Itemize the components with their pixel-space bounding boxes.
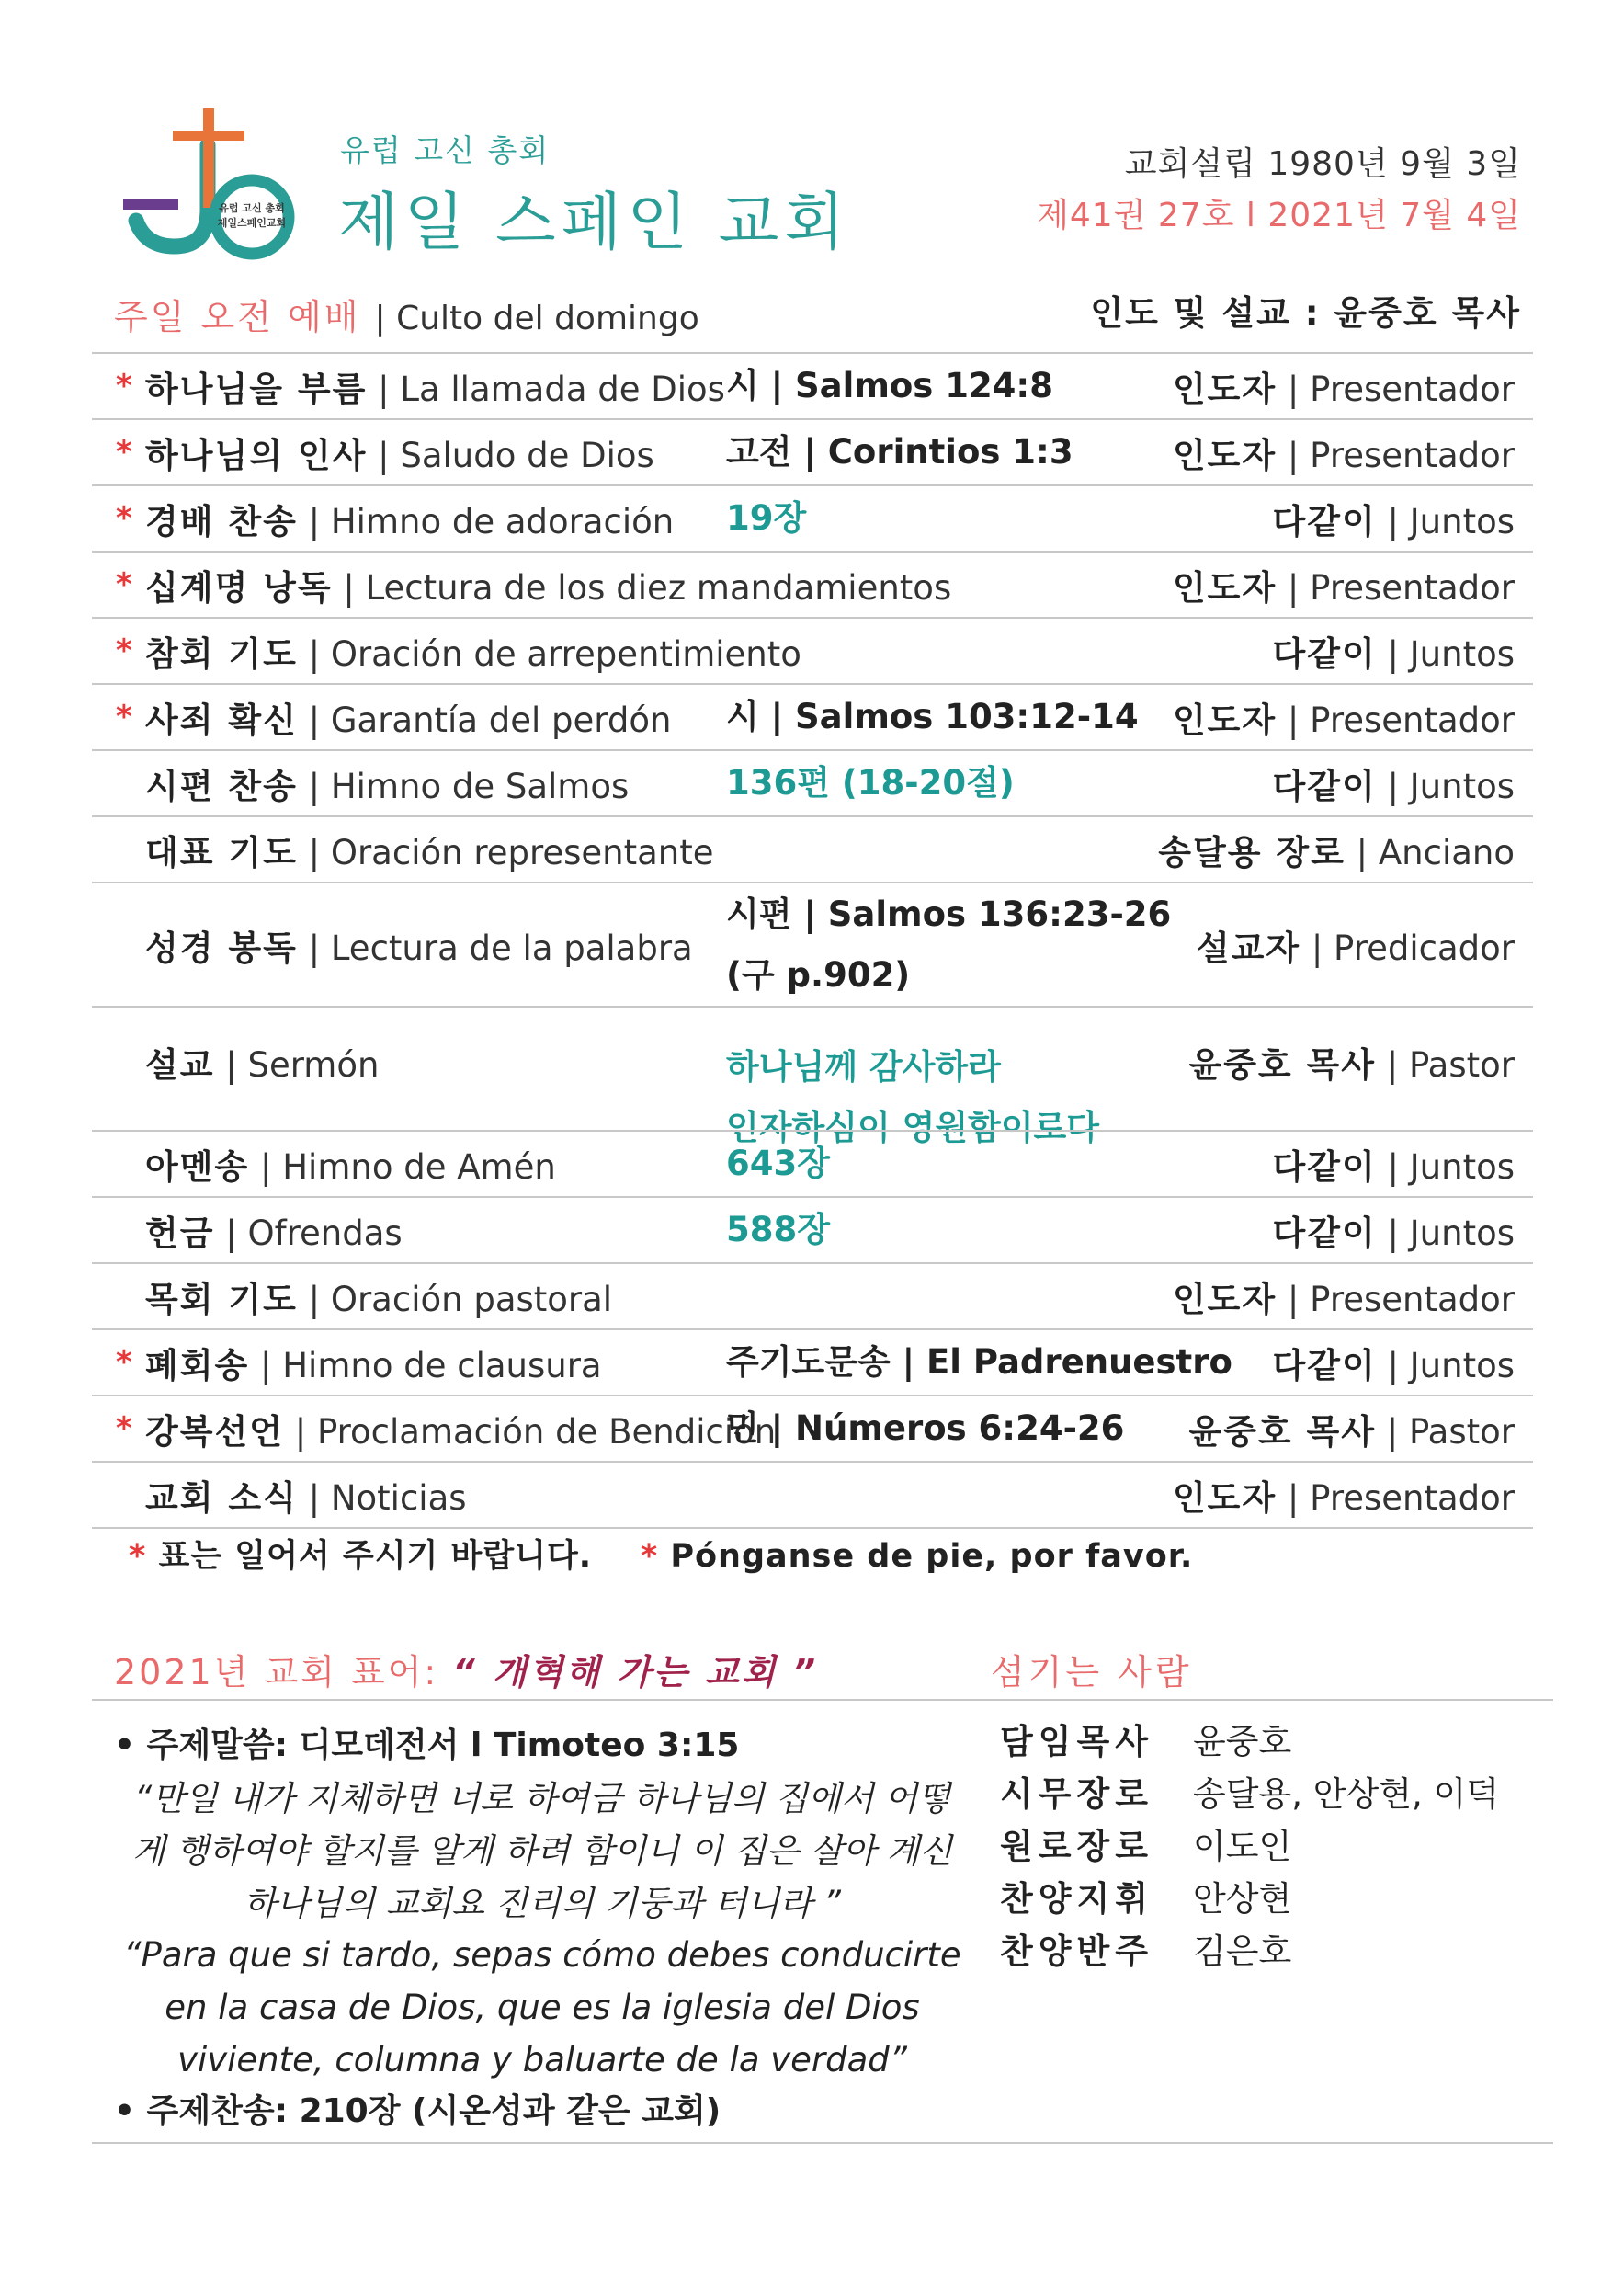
order-item-ko: 강복선언 [145, 1412, 284, 1452]
reference-line: 643장 [726, 1144, 830, 1183]
order-item [145, 361, 725, 411]
order-item-ko: 폐회송 [145, 1346, 250, 1385]
order-item [145, 1037, 379, 1087]
order-person [1273, 626, 1515, 676]
order-item-es: | Oración representante [297, 833, 714, 872]
order-person-es: | Predicador [1300, 928, 1515, 968]
servant-row [1000, 1712, 1499, 1764]
order-item [145, 692, 671, 742]
logo-text-2: 제일스페인교회 [217, 217, 287, 229]
order-person [1173, 1271, 1515, 1321]
reference-line: (구 p.902) [726, 954, 911, 995]
order-row [92, 551, 1533, 617]
order-person-es: | Pastor [1376, 1412, 1515, 1452]
order-reference [726, 422, 1073, 483]
order-person [1273, 1205, 1515, 1255]
order-item-ko: 대표 기도 [145, 833, 298, 872]
servant-name: 윤중호 [1193, 1721, 1292, 1761]
order-row [92, 882, 1533, 1006]
order-row [92, 352, 1533, 418]
order-reference [726, 488, 806, 549]
order-item-es: | Himno de adoración [297, 502, 675, 541]
order-item [145, 1470, 467, 1520]
order-row [92, 1130, 1533, 1196]
theme-verse-spanish: “Para que si tardo, sepas cómo debes conducirte en la casa de Dios, que es la iglesia del Dios viviente, columna y baluarte de la verdad” [123, 1935, 961, 2080]
stand-star-icon: * [116, 632, 132, 669]
order-item-ko: 아멘송 [145, 1147, 250, 1187]
order-person-ko: 인도자 [1172, 436, 1278, 475]
servant-role: 찬양반주 [1000, 1931, 1153, 1971]
order-item [145, 1205, 403, 1255]
order-item-es: | Lectura de los diez mandamientos [332, 568, 952, 608]
theme-verse-label: • 주제말씀: 디모데전서 l Timoteo 3:15 [114, 1726, 740, 1764]
order-person-es: | Presentador [1277, 701, 1515, 740]
order-person [1173, 560, 1515, 610]
order-row [92, 1461, 1533, 1529]
servant-role: 담임목사 [1000, 1721, 1153, 1761]
order-reference [726, 884, 1171, 1006]
order-item [145, 920, 693, 970]
order-person-ko: 송달용 장로 [1158, 833, 1346, 872]
order-person-es: | Juntos [1376, 502, 1515, 541]
order-person-es: | Juntos [1376, 634, 1515, 674]
order-item-ko: 사죄 확신 [145, 701, 298, 740]
standing-note-ko: 표는 일어서 주시기 바랍니다. [158, 1538, 593, 1575]
servants-heading: 섬기는 사람 [991, 1652, 1193, 1692]
order-reference [726, 1332, 1232, 1393]
servant-row [1000, 1869, 1499, 1921]
order-person-ko: 설교자 [1196, 928, 1301, 968]
order-person-es: | Presentador [1277, 1280, 1515, 1319]
order-reference [726, 687, 1139, 747]
order-row [92, 815, 1533, 882]
order-item-ko: 목회 기도 [145, 1280, 298, 1319]
order-row [92, 1395, 1533, 1461]
order-person [1158, 825, 1515, 874]
servant-row [1000, 1921, 1499, 1974]
order-item-ko: 교회 소식 [145, 1478, 298, 1518]
order-item-es: | Oración pastoral [297, 1280, 613, 1319]
organization-name: 유럽 고신 총회 [340, 132, 551, 168]
order-item-ko: 하나님의 인사 [145, 436, 368, 475]
order-item [145, 1404, 776, 1453]
standing-note [129, 1531, 1193, 1577]
order-row [92, 484, 1533, 551]
logo-text-1: 유럽 고신 총회 [219, 202, 285, 214]
order-row [92, 683, 1533, 749]
order-reference [726, 1398, 1124, 1459]
order-row [92, 1262, 1533, 1328]
order-person [1188, 1037, 1515, 1087]
order-item [145, 758, 629, 808]
order-reference [726, 1200, 830, 1260]
order-person-es: | Juntos [1376, 1346, 1515, 1385]
service-title [114, 289, 699, 339]
section-divider [92, 2142, 1553, 2144]
order-item [145, 560, 951, 610]
motto-heading-label: 2021년 교회 표어: [114, 1652, 453, 1692]
order-of-worship [92, 352, 1533, 1529]
order-person-ko: 인도자 [1172, 370, 1278, 409]
order-person-ko: 인도자 [1172, 1280, 1278, 1319]
order-item-es: | Proclamación de Bendición [283, 1412, 777, 1452]
service-leader: 인도 및 설교 : 윤중호 목사 [1090, 293, 1521, 333]
order-person-es: | Presentador [1277, 1478, 1515, 1518]
star-marker: * [129, 1538, 147, 1575]
motto-heading [114, 1644, 818, 1694]
order-person-ko: 윤중호 목사 [1188, 1045, 1377, 1085]
order-item-ko: 성경 봉독 [145, 928, 298, 968]
order-person-ko: 윤중호 목사 [1188, 1412, 1377, 1452]
church-logo [118, 108, 306, 260]
order-reference [726, 1134, 830, 1194]
order-item-es: | Sermón [214, 1045, 380, 1085]
star-marker: * [640, 1538, 659, 1575]
order-person-ko: 다같이 [1272, 767, 1377, 806]
order-person [1273, 758, 1515, 808]
order-person [1273, 494, 1515, 543]
order-row [92, 1006, 1533, 1147]
reference-line: 시 | Salmos 124:8 [726, 366, 1053, 405]
issue-info: 제41권 27호 l 2021년 7월 4일 [1037, 197, 1521, 234]
order-person-ko: 인도자 [1172, 1478, 1278, 1518]
reference-line: 136편 (18-20절) [726, 763, 1015, 803]
order-item-ko: 십계명 낭독 [145, 568, 333, 608]
standing-note-es: Pónganse de pie, por favor. [670, 1538, 1194, 1575]
service-title-ko: 주일 오전 예배 [114, 297, 361, 337]
servant-name: 김은호 [1193, 1931, 1292, 1971]
order-item-es: | Himno de Amén [249, 1147, 556, 1187]
order-item-es: | Garantía del perdón [297, 701, 672, 740]
stand-star-icon: * [116, 1410, 132, 1447]
order-person-es: | Pastor [1376, 1045, 1515, 1085]
reference-line: 19장 [726, 498, 807, 538]
servants-list [1000, 1712, 1499, 1974]
order-item-es: | Himno de Salmos [297, 767, 630, 806]
order-item [145, 494, 674, 543]
order-row [92, 749, 1533, 815]
section-divider [92, 1699, 1553, 1701]
reference-line: 민 | Números 6:24-26 [726, 1408, 1125, 1448]
reference-line: 588장 [726, 1210, 830, 1249]
order-person-es: | Presentador [1277, 568, 1515, 608]
servant-name: 송달용, 안상현, 이덕 [1193, 1773, 1499, 1814]
reference-line: 주기도문송 | El Padrenuestro [726, 1342, 1232, 1382]
order-person-es: | Juntos [1376, 1147, 1515, 1187]
order-item [145, 1139, 556, 1189]
order-item-es: | Ofrendas [214, 1214, 403, 1253]
order-person [1188, 1404, 1515, 1453]
order-item [145, 1338, 602, 1387]
order-person-es: | Anciano [1345, 833, 1515, 872]
service-title-es: | Culto del domingo [374, 300, 699, 337]
servant-name: 안상현 [1193, 1878, 1292, 1919]
order-item-ko: 헌금 [145, 1214, 215, 1253]
order-person-ko: 다같이 [1272, 502, 1377, 541]
order-item [145, 427, 654, 477]
reference-line: 시 | Salmos 103:12-14 [726, 697, 1139, 736]
order-item-ko: 하나님을 부름 [145, 370, 368, 409]
church-name: 제일 스페인 교회 [338, 187, 851, 259]
order-item-es: | Saludo de Dios [367, 436, 654, 475]
order-item [145, 1271, 612, 1321]
order-item-ko: 경배 찬송 [145, 502, 298, 541]
stand-star-icon: * [116, 1344, 132, 1381]
order-item-es: | Noticias [297, 1478, 467, 1518]
order-item-es: | Lectura de la palabra [297, 928, 693, 968]
servant-name: 이도인 [1193, 1826, 1292, 1866]
stand-star-icon: * [116, 434, 132, 471]
servant-row [1000, 1817, 1499, 1869]
order-row [92, 1196, 1533, 1262]
order-person-es: | Presentador [1277, 370, 1515, 409]
reference-line: 시편 | Salmos 136:23-26 [726, 894, 1172, 934]
reference-line: 고전 | Corintios 1:3 [726, 432, 1073, 472]
servant-role: 찬양지휘 [1000, 1878, 1153, 1919]
order-row [92, 418, 1533, 484]
servant-role: 시무장로 [1000, 1773, 1153, 1814]
order-row [92, 1328, 1533, 1395]
order-person-ko: 다같이 [1272, 1346, 1377, 1385]
order-person-ko: 다같이 [1272, 634, 1377, 674]
order-person [1173, 692, 1515, 742]
order-row [92, 617, 1533, 683]
order-person [1173, 1470, 1515, 1520]
stand-star-icon: * [116, 566, 132, 603]
stand-star-icon: * [116, 368, 132, 405]
order-person-es: | Juntos [1376, 1214, 1515, 1253]
order-person [1197, 920, 1515, 970]
servant-row [1000, 1764, 1499, 1817]
order-item-es: | Oración de arrepentimiento [297, 634, 801, 674]
order-person-ko: 인도자 [1172, 568, 1278, 608]
order-item-es: | La llamada de Dios [367, 370, 725, 409]
order-person-ko: 인도자 [1172, 701, 1278, 740]
order-person-es: | Juntos [1376, 767, 1515, 806]
order-person-es: | Presentador [1277, 436, 1515, 475]
servant-role: 원로장로 [1000, 1826, 1153, 1866]
order-item-ko: 설교 [145, 1045, 215, 1085]
theme-hymn: • 주제찬송: 210장 (시온성과 같은 교회) [114, 2092, 721, 2130]
order-item [145, 825, 714, 874]
order-reference [726, 356, 1053, 416]
motto-text: “ 개혁해 가는 교회 ” [452, 1652, 819, 1692]
reference-line: 하나님께 감사하라 [726, 1047, 1001, 1087]
order-person [1173, 361, 1515, 411]
theme-verse-korean: “만일 내가 지체하면 너로 하여금 하나님의 집에서 어떻게 행하여야 할지를 알게 하려 함이니 이 집은 살아 계신 하나님의 교회요 진리의 기둥과 터니라 ” [131, 1779, 953, 1923]
stand-star-icon: * [116, 500, 132, 537]
order-person [1173, 427, 1515, 477]
order-person [1273, 1338, 1515, 1387]
order-item [145, 626, 801, 676]
founded-date: 교회설립 1980년 9월 3일 [1124, 145, 1521, 183]
stand-star-icon: * [116, 699, 132, 735]
order-item-ko: 시편 찬송 [145, 767, 298, 806]
order-person-ko: 다같이 [1272, 1147, 1377, 1187]
reference-line: 인자하심이 영원함이로다 [726, 1108, 1100, 1147]
order-person [1273, 1139, 1515, 1189]
order-reference [726, 753, 1015, 814]
order-item-ko: 참회 기도 [145, 634, 298, 674]
order-person-ko: 다같이 [1272, 1214, 1377, 1253]
order-item-es: | Himno de clausura [249, 1346, 602, 1385]
